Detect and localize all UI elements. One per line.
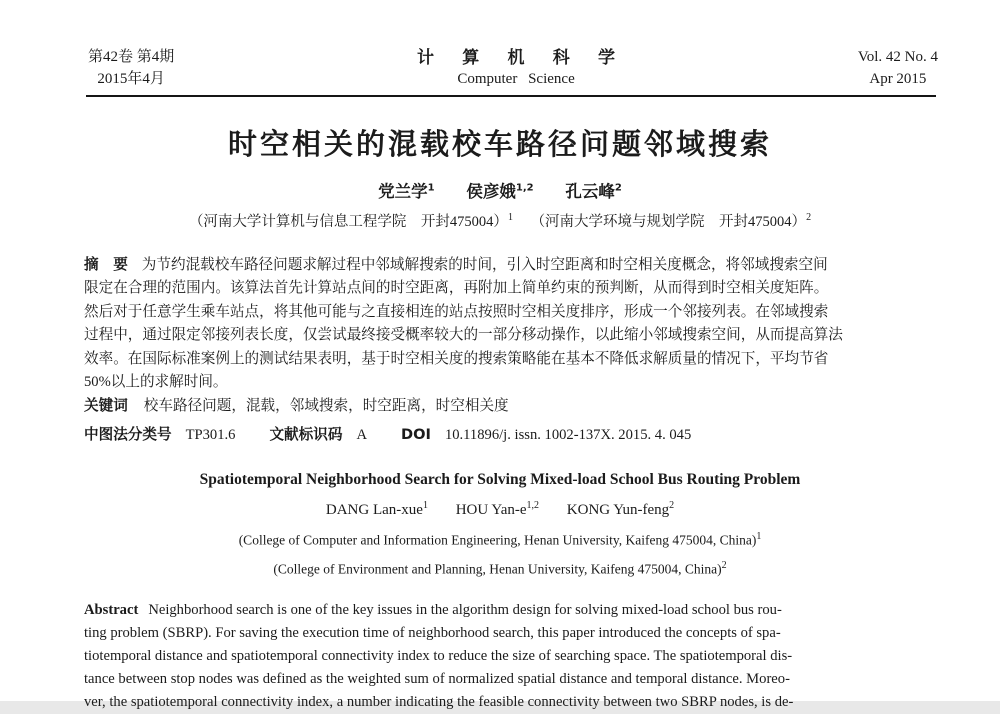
affiliation-cn — [189, 214, 513, 230]
author-cn — [565, 182, 621, 201]
affiliation-cn-sup: 2 — [806, 212, 812, 224]
affiliations-cn — [0, 210, 1000, 231]
volume-issue-en-line: Vol. 42 No. 4 — [857, 49, 938, 65]
header-divider-rule — [86, 95, 936, 97]
doi-label: DOI — [400, 425, 431, 443]
abstract-en — [84, 599, 916, 714]
author-en — [567, 502, 674, 518]
abstract-cn-first-line — [84, 253, 916, 277]
author-cn-affil-sup: 2 — [614, 182, 622, 194]
doc-code-value: A — [356, 426, 367, 443]
abstract-cn-line: 效率。在国际标准案例上的测试结果表明，基于时空相关度的搜索策略能在基本不降低求解质量的情况下，平均节省 — [84, 350, 829, 367]
affiliation-en-sup: 1 — [756, 531, 762, 543]
author-en-name: HOU Yan-e — [455, 502, 527, 519]
affiliation-en-sup: 2 — [721, 559, 727, 571]
abstract-cn-label: 摘 要 — [84, 256, 128, 273]
header-volume-issue-en — [858, 46, 938, 90]
clc-value: TP301.6 — [185, 426, 236, 443]
abstract-cn-line: 限定在合理的范围内。该算法首先计算站点间的时空距离，再附加上简单约束的预判断，从而得到时空相关度矩阵。 — [84, 280, 829, 297]
date-cn-line: 2015年4月 — [97, 71, 165, 87]
keywords-line — [84, 394, 916, 418]
affiliation-en — [0, 553, 1000, 582]
author-cn-affil-sup: 1 — [427, 182, 435, 194]
journal-name-block — [405, 47, 627, 90]
affiliation-en-text: (College of Environment and Planning, Henan University, Kaifeng 475004, China) — [273, 561, 722, 577]
author-en-name: DANG Lan-xue — [325, 502, 423, 519]
paper-title-en: Spatiotemporal Neighborhood Search for Solving Mixed-load School Bus Routing Problem — [199, 471, 801, 489]
author-en-affil-sup: 1,2 — [526, 500, 540, 512]
author-en-affil-sup: 1 — [422, 500, 428, 512]
journal-header — [0, 0, 1000, 90]
author-cn-name: 党兰学 — [378, 182, 428, 201]
author-cn-name: 孔云峰 — [565, 182, 615, 201]
affiliation-en — [0, 524, 1000, 553]
abstract-en-body — [84, 622, 916, 691]
keywords-text: 校车路径问题，混载，邻域搜索，时空距离，时空相关度 — [143, 398, 509, 415]
affiliations-en — [0, 524, 1000, 581]
author-en-name: KONG Yun-feng — [566, 502, 670, 519]
clc-label: 中图法分类号 — [84, 425, 172, 443]
paper-title-cn: 时空相关的混载校车路径问题邻域搜索 — [227, 127, 772, 161]
abstract-en-line: tiotemporal distance and spatiotemporal connectivity index to reduce the size of searching space. The spatiotemporal dis- — [84, 648, 793, 665]
affiliation-cn — [531, 214, 812, 230]
author-cn-affil-sup: 1,2 — [515, 182, 534, 194]
abstract-cn-line: 过程中，通过限定邻接列表长度，仅尝试最终接受概率较大的一部分移动操作，以此缩小邻域搜索空间，从而提高算法 — [84, 327, 843, 344]
volume-issue-cn-line: 第42卷 第4期 — [88, 49, 175, 65]
keywords-label: 关键词 — [84, 397, 128, 415]
header-volume-issue-cn — [88, 46, 174, 90]
journal-name-cn: 计 算 机 科 学 — [417, 48, 628, 67]
author-cn — [466, 182, 533, 201]
abstract-en-line: tance between stop nodes was defined as the weighted sum of normalized spatial distance and temporal distance. Moreo- — [84, 671, 790, 688]
abstract-en-text: Neighborhood search is one of the key issues in the algorithm design for solving mixed-load school bus rou- — [148, 602, 782, 619]
author-cn-name: 侯彦娥 — [466, 182, 516, 201]
abstract-cn — [84, 253, 916, 419]
authors-en — [0, 500, 1000, 519]
abstract-en-last-line-clipped: ver, the spatiotemporal connectivity index, a number indicating the feasible connectivity between two SBRP nodes, is de- — [84, 694, 794, 711]
affiliation-en-text: (College of Computer and Information Engineering, Henan University, Kaifeng 475004, China) — [238, 532, 757, 548]
authors-cn — [0, 178, 1000, 202]
abstract-en-first-line — [84, 599, 916, 622]
author-en — [326, 502, 428, 518]
affiliation-cn-text: （河南大学计算机与信息工程学院 开封475004） — [188, 214, 508, 230]
doi-value: 10.11896/j. issn. 1002-137X. 2015. 4. 045 — [444, 426, 692, 443]
affiliation-cn-sup: 1 — [507, 212, 513, 224]
author-cn — [378, 182, 434, 201]
abstract-cn-line: 然后对于任意学生乘车站点，将其他可能与之直接相连的站点按照时空相关度排序，形成一个邻接列表。在邻域搜索 — [84, 303, 829, 320]
abstract-en-label: Abstract — [84, 602, 139, 619]
doc-code-label: 文献标识码 — [269, 425, 343, 443]
abstract-cn-text: 为节约混载校车路径问题求解过程中邻域解搜索的时间，引入时空距离和时空相关度概念，将邻域搜索空间 — [141, 257, 828, 273]
classification-line — [84, 423, 916, 447]
affiliation-cn-text: （河南大学环境与规划学院 开封475004） — [530, 214, 807, 230]
author-en — [456, 502, 539, 518]
abstract-en-line: ting problem (SBRP). For saving the execution time of neighborhood search, this paper introduced the concepts of spa- — [84, 625, 781, 642]
date-en-line: Apr 2015 — [869, 71, 927, 87]
author-en-affil-sup: 2 — [669, 500, 675, 512]
abstract-cn-last-line: 50%以上的求解时间。 — [84, 374, 228, 391]
journal-name-en: Computer Science — [457, 71, 575, 87]
abstract-cn-body — [84, 277, 916, 371]
